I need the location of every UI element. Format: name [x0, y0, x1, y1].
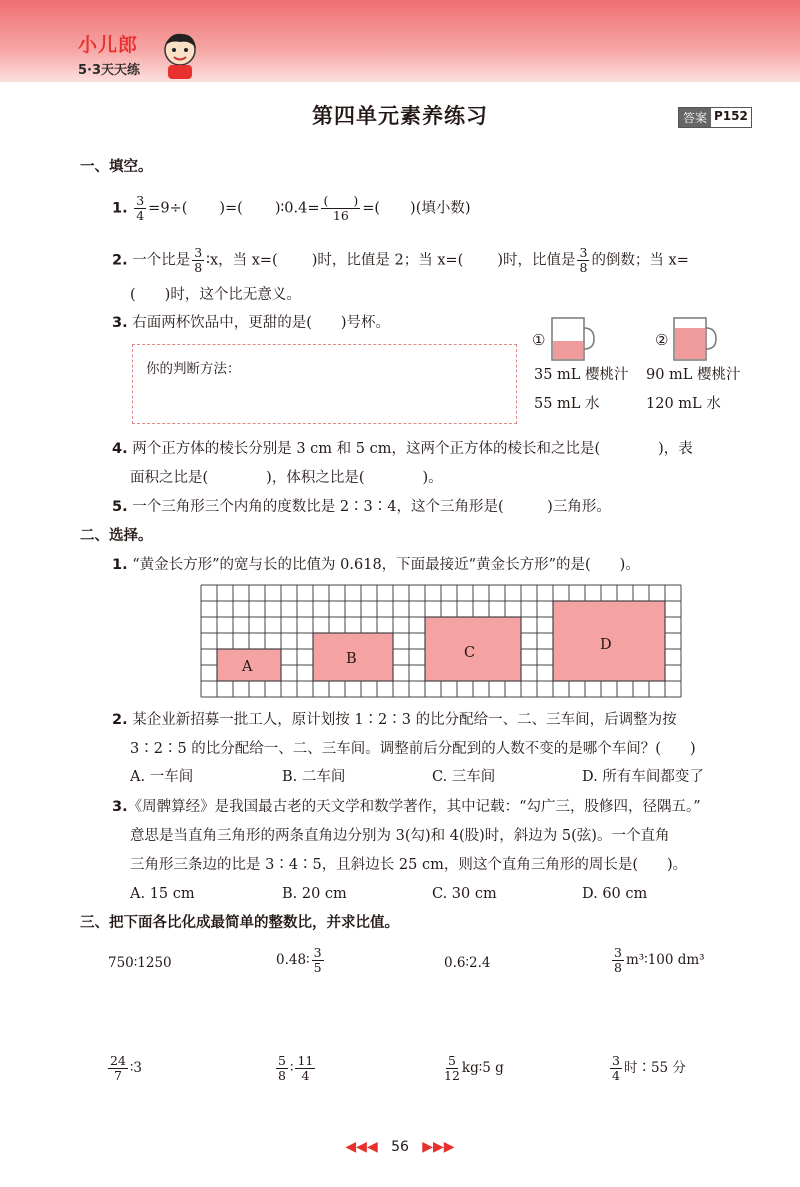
q1-4-line2: 面积之比是( )，体积之比是( )。 [130, 470, 443, 486]
cup1-icon [548, 314, 598, 364]
q2-3-option-a[interactable]: A. 15 cm [130, 886, 195, 902]
ratio-7: $\frac{5}{12}$ kg∶5 g [444, 1053, 504, 1083]
q2-2-option-a[interactable]: A. 一车间 [130, 769, 194, 785]
q2-3-option-b[interactable]: B. 20 cm [282, 886, 347, 902]
q2-2-option-b[interactable]: B. 二车间 [282, 769, 346, 785]
rect-c-label: C [464, 645, 476, 661]
ratio-6: $\frac{5}{8}$ ∶ $\frac{11}{4}$ [278, 1053, 314, 1083]
q2-2-option-c[interactable]: C. 三车间 [432, 769, 496, 785]
ratio-5: $\frac{24}{7}$ ∶3 [110, 1053, 143, 1083]
q2-2-option-d[interactable]: D. 所有车间都变了 [582, 769, 704, 785]
cup1-juice: 35 mL 樱桃汁 [534, 367, 629, 383]
cup2-water: 120 mL 水 [646, 396, 721, 412]
cup1-tag: ① [532, 331, 546, 349]
answer-page: P152 [714, 109, 748, 123]
prev-arrows-icon: ◀◀◀ [345, 1139, 378, 1155]
section-1-heading: 一、填空。 [80, 159, 153, 175]
page-title: 第四单元素养练习 [312, 104, 488, 128]
q1-4: 4. 两个正方体的棱长分别是 3 cm 和 5 cm，这两个正方体的棱长和之比是( )，表 [112, 441, 693, 457]
cup2-tag: ② [655, 331, 669, 349]
q1-3: 3. 右面两杯饮品中，更甜的是( )号杯。 [112, 315, 391, 331]
ratio-1: 750∶1250 [108, 955, 172, 971]
q2-3-option-d[interactable]: D. 60 cm [582, 886, 648, 902]
q1-1: 1. $\frac{3}{4}$ =9÷( )=( )∶0.4= $\frac{( )}{16}$ =( )(填小数) [112, 193, 471, 223]
section-3-heading: 三、把下面各比化成最简单的整数比，并求比值。 [80, 915, 399, 931]
q2-2-line2: 3∶2∶5 的比分配给一、二、三车间。调整前后分配到的人数不变的是哪个车间？( ) [130, 741, 696, 757]
ratio-8: $\frac{3}{4}$ 时∶55 分 [612, 1053, 686, 1083]
reasoning-label: 你的判断方法： [146, 361, 241, 377]
reasoning-box[interactable] [132, 344, 517, 424]
cup2-juice: 90 mL 樱桃汁 [646, 367, 741, 383]
rect-d-label: D [600, 637, 612, 653]
brand-logo [78, 30, 140, 78]
q2-3-option-c[interactable]: C. 30 cm [432, 886, 497, 902]
series-name: 5·3天天练 [78, 63, 141, 78]
brand-name: 小儿郎 [78, 34, 139, 56]
ratio-2: 0.48∶ $\frac{3}{5}$ [276, 945, 322, 975]
cup2-icon [670, 314, 720, 364]
ratio-3: 0.6∶2.4 [444, 955, 491, 971]
page-number: ◀◀◀ 56 ▶▶▶ [345, 1139, 455, 1155]
next-arrows-icon: ▶▶▶ [422, 1139, 455, 1155]
mascot-icon [160, 30, 200, 80]
ratio-4: $\frac{3}{8}$ m³∶100 dm³ [614, 945, 705, 975]
q2-3-line3: 三角形三条边的比是 3∶4∶5，且斜边长 25 cm，则这个直角三角形的周长是( )。 [130, 857, 688, 873]
q2-3-line2: 意思是当直角三角形的两条直角边分别为 3(勾)和 4(股)时，斜边为 5(弦)。一个直角 [130, 828, 670, 844]
answer-label: 答案 [679, 108, 711, 127]
q1-2-line2: ( )时，这个比无意义。 [130, 287, 301, 303]
q2-2: 2. 某企业新招募一批工人，原计划按 1∶2∶3 的比分配给一、二、三车间，后调整为按 [112, 712, 677, 728]
q2-3: 3.《周髀算经》是我国最古老的天文学和数学著作，其中记载：“勾广三，股修四，径隅五。” [112, 799, 701, 815]
q1-2: 2. 一个比是 $\frac{3}{8}$ ∶x，当 x=( )时，比值是 2；当 x=( )时，比值是 $\frac{3}{8}$ 的倒数；当 x= [112, 245, 689, 275]
rect-a-label: A [242, 659, 253, 675]
cup1-water: 55 mL 水 [534, 396, 600, 412]
q1-5: 5. 一个三角形三个内角的度数比是 2∶3∶4，这个三角形是( )三角形。 [112, 499, 611, 515]
answer-reference [678, 107, 752, 128]
section-2-heading: 二、选择。 [80, 528, 153, 544]
q2-1: 1. “黄金长方形”的宽与长的比值为 0.618，下面最接近“黄金长方形”的是( )。 [112, 557, 640, 573]
rect-b-label: B [346, 651, 357, 667]
